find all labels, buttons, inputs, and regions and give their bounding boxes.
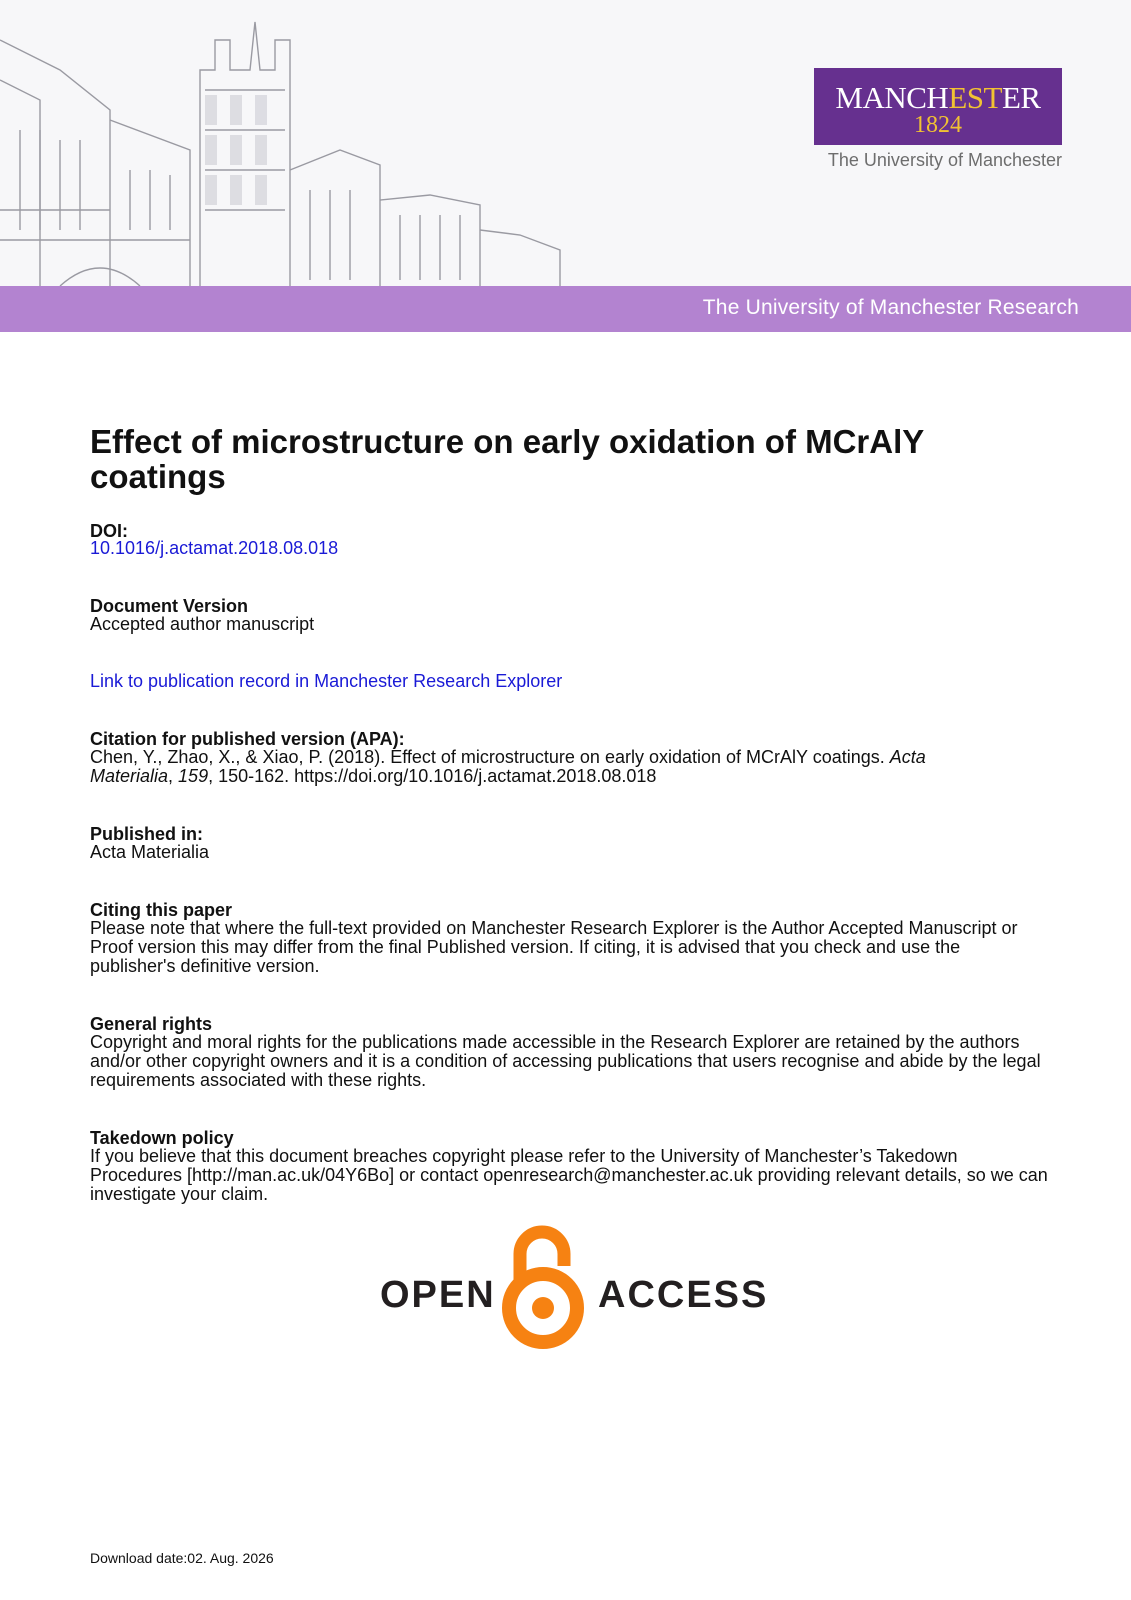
header-banner [0, 0, 1131, 332]
published-in-value: Acta Materialia [90, 842, 210, 862]
doi-link[interactable]: 10.1016/j.actamat.2018.08.018 [90, 538, 339, 558]
doi-label: DOI: [90, 521, 128, 541]
manchester-logo [814, 68, 1062, 145]
open-word: OPEN [380, 1274, 496, 1316]
paper-title: Effect of microstructure on early oxidation of MCrAlY coatings [90, 423, 924, 495]
general-rights-label: General rights [90, 1014, 213, 1034]
citation-text: Chen, Y., Zhao, X., & Xiao, P. (2018). Effect of microstructure on early oxidation of MCrAlY coatings. Acta Materialia, 159, 150-162. https://doi.org/10.1016/j.actamat.2018.08.018 [90, 747, 926, 786]
strip-title: The University of Manchester Research [702, 296, 1079, 319]
citation-label: Citation for published version (APA): [90, 729, 405, 749]
publication-record-link[interactable]: Link to publication record in Manchester Research Explorer [90, 671, 563, 691]
citing-label: Citing this paper [90, 900, 233, 920]
takedown-text: If you believe that this document breaches copyright please refer to the University of Manchester’s Takedown Procedures [http://man.ac.uk/04Y6Bo] or contact openresearch@manchester.ac.uk providing relevant details, so we can investigate your claim. [90, 1146, 1048, 1204]
citing-text: Please note that where the full-text provided on Manchester Research Explorer is the Author Accepted Manuscript or Proof version this may differ from the final Published version. If citing, it is advised that you check and use the publisher's definitive version. [90, 918, 1018, 976]
access-word: ACCESS [598, 1274, 769, 1316]
logo-wordmark: MANCHESTER [835, 80, 1041, 115]
open-access-logo [380, 1218, 769, 1353]
download-date: Download date:02. Aug. 2026 [90, 1550, 274, 1566]
open-access-lock-icon [500, 1218, 586, 1353]
logo-subtitle: The University of Manchester [827, 150, 1062, 170]
document-version-label: Document Version [90, 596, 249, 616]
document-version-value: Accepted author manuscript [90, 614, 315, 634]
university-building-image [0, 0, 600, 332]
published-in-label: Published in: [90, 824, 204, 844]
takedown-label: Takedown policy [90, 1128, 234, 1148]
logo-year: 1824 [914, 112, 962, 138]
general-rights-text: Copyright and moral rights for the publications made accessible in the Research Explorer are retained by the authors and/or other copyright owners and it is a condition of accessing publications that users recognise and abide by the legal requirements associated with these rights. [90, 1032, 1041, 1090]
